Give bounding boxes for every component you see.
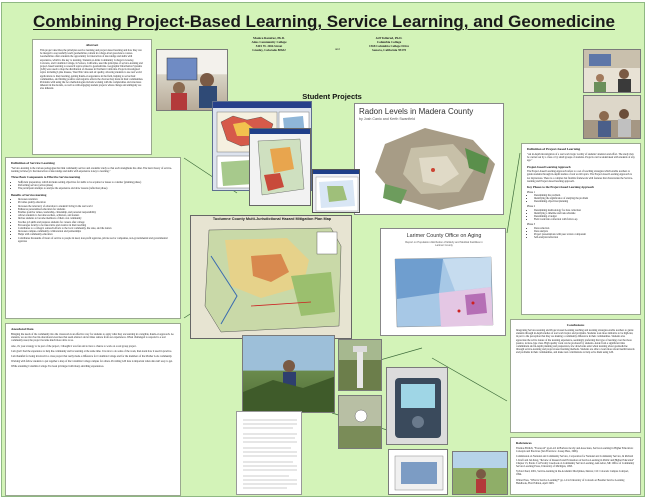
list-item: • Teaches job skills and prepares students for careers after college (18, 221, 175, 224)
section-heading: Student Projects (302, 92, 362, 101)
anecdotal-paragraph: Also, it's your strategy to be part of the project, I thought it was fun and to have a chance to work on a real group project. (11, 344, 137, 348)
larimer-subtitle: Report on Population distribution of Elderly and Medical Facilities in Larimer County (405, 241, 483, 248)
phases-heading: Key Phases to the Project-based Learning Approach (527, 185, 594, 190)
reference-item: Sylvia Chard, 2001, Service-learning in the Academic Disciplines, Denver, CO: Colorado Campus Compact, 1994. (516, 470, 629, 477)
author-right-city: Sonora, California 95370 (371, 47, 407, 52)
larimer-title: Larimer County Office on Aging (406, 233, 482, 239)
list-item: • Determining a budget (534, 215, 635, 218)
gis-screenshot-2 (249, 128, 311, 206)
list-item: • Identifying a timeline and task schedule (534, 212, 635, 215)
anecdotal-heading: Anecdotal Data (11, 327, 34, 331)
author-left-name: Monica Ramirez, Ph.D. (253, 36, 285, 40)
benefits-heading: Benefits of Service-learning (11, 192, 47, 197)
author-left-org: Aims Community College (251, 39, 287, 44)
list-item: • Data reduction (534, 227, 635, 230)
list-item: • Allows students to become teachers, achievers, and leaders (18, 214, 175, 217)
photo-sensor (338, 339, 382, 391)
radon-figure (354, 103, 504, 215)
author-right-addr: 1568 Columbia College Drive (369, 43, 409, 48)
list-item: • Invites students to become members of their own community (18, 217, 175, 220)
document-page (236, 411, 302, 495)
reference-item: Thomas Ehrlich, "Foreword" pp.xi-xvi in Barbara Jacoby and Associates, Service-Learning in Higher Education: Concepts and Practices (San Francisco: Jossey-Bass, 1996). (516, 447, 634, 454)
anecdotal-paragraph: Bringing the needs of the community into the classroom is an effective way for students to apply what they are learning in a tangible, hands-on approach. As students, we are involved in educational exercises that seem abstract and at times remote from our experiences. When challenged to respond to a real community need, the project became much more alive to us. (11, 333, 174, 343)
gis-screenshot-3 (312, 169, 360, 213)
list-item: • Self-analysis/reflection (534, 236, 635, 239)
photo-device (388, 449, 448, 495)
connector-line (507, 153, 520, 233)
list-item: • Performing service (action phase) (18, 184, 175, 187)
reference-item: Commission on National and Community Service, Corporation for National and Community Service, In Richard J. Kraft and Jan Krug, "Review of Research and Evaluation on Service-Learning in Public and Higher Education" Chapter 13, Praxis I: A Faculty Casebook on Community Service Learning, Ann Arbor, MI: Office of Community Service Learning Press, University of Michigan, 1993. (516, 455, 635, 469)
photo-outdoor (452, 451, 508, 495)
anecdotal-paragraph: While attending Columbia College I've been privileged with many enriching experiences. (11, 365, 105, 369)
anecdotal-paragraph: I am glad I had the experience to help the community and be learning at the same time. It is nice to do some of the work, then learn how it used in practice. (11, 349, 172, 353)
phase-label: Phase 2 (527, 205, 535, 209)
abstract-text: This project describes the principles service learning and project-based learning and how they can be merged to successfully teach geomedicine content in college-level geoscience courses. Geomedicine offers students the opportunity for interaction of knowledge and skills with experience, which is the key to learning. Students at Aims Community College in Greeley, Colorado, and Columbia College, in Sonora, California, used the principles of service-learning and project-based learning to research topics related to geomedicine. Geographic Information Systems (GIS) were used to map the distribution of diseases in Northern California. Projects investigated topics including Lyme disease, West Nile virus and air quality, allowing students to use real world applications to their learning, getting hands-on experience in the field, helping to serve their communities, and finding positive and negative effects the choices they made in their communities. Problems with using the two methodologies include working with the complexities and structures inherent in the models, as well as with engaging student projects where change and ambiguity are also inherent. (40, 49, 144, 91)
list-item: • Increases retention (18, 198, 175, 201)
list-item: • Identifying the significance of studying the problem (534, 197, 635, 200)
list-item: • Sufficient preparation, which includes setting objectives for skills to be acquired or issues to consider (planning phase) (18, 181, 175, 184)
author-connector: and (335, 47, 340, 51)
list-item: • Encourages faculty to be innovative and creative in their teaching (18, 224, 175, 227)
author-right-org: Columbia College (376, 39, 402, 44)
radon-title: Radon Levels in Madera County (359, 107, 474, 116)
photo-classroom-2 (583, 95, 641, 139)
project-based-heading: Definition of Project-based Learning (527, 147, 581, 151)
phase-label: Phase 3 (527, 223, 535, 227)
abstract-heading: Abstract (85, 43, 99, 47)
phase-label: Phase 1 (527, 190, 535, 194)
tuolumne-figure (190, 215, 352, 339)
list-item: • Increases the relevancy of education to students' living in the real world (18, 205, 175, 208)
list-item: • Enhances personalized education for students (18, 208, 175, 211)
anecdotal-paragraph: Working with fellow students to put together a map of the Columbia College campus for others. Providing GIS data is important when data isn't easy to get. (11, 360, 173, 364)
poster (1, 2, 645, 497)
reference-item: Walter Enos, "What is Service Learning?" pp.1-2 in University of Colorado at Boulder Service Learning Handbook, First Edition, April 1993. (516, 478, 625, 485)
author-right-name: Jeff Tollerud, Ph.D. (375, 36, 403, 40)
tuolumne-title: Tuolumne County Multi-Jurisdictional Hazard Mitigation Plan Map (212, 217, 332, 221)
author-left-city: Greeley, Colorado 80632 (252, 47, 286, 52)
list-item: • Provides quality education (18, 201, 175, 204)
approach-heading: Project-based Learning Approach (527, 164, 571, 169)
anecdotal-paragraph: I am thankful for being involved in a class project that really made a difference for Columbia College and for the members of the Mother Lode community. (11, 355, 173, 359)
list-item: • Enables positive values, leadership, citizenship, and personal responsibility (18, 211, 175, 214)
list-item: • Project presentations with peer review component (534, 233, 635, 236)
list-item: • The participant attempts to analyze the experience and draw lessons (reflection phase) (18, 187, 175, 190)
project-based-text: "An in-depth investigation of a real world topic worthy of students' attention and effort. The study may be carried out by a class or by small groups of students. Projects can be undertaken with students of any age." (527, 153, 635, 163)
components-heading: Three Basic Components to Effective Service-learning (11, 175, 81, 180)
list-item: • Determining methodology for data collection (534, 209, 635, 212)
list-item: • Determining the problem (534, 194, 635, 197)
radon-authors: by Josh Canio and Kerth Swanfield (359, 117, 415, 121)
photo-field-site (338, 395, 382, 449)
definition-text: "Service-learning is the various pedagogies that link community service and academic study so that each strengthens the other. The basic theory of service-learning is Dewey's: the interaction of knowledge and skills with experience is key to learning." (11, 167, 172, 174)
photo-field-work (242, 335, 335, 413)
list-item: • Contributes thousands of hours of service to people in need, non-profit agencies, private sector companies, non-governmental and governmental agencies (18, 237, 175, 243)
definition-heading: Definition of Service Learning (11, 161, 55, 165)
list-item: • Helps with community education (18, 233, 175, 236)
author-left-addr: 5401 W. 20th Street (255, 43, 283, 48)
approach-text: The Project-based Learning Approach refers to a set of teaching strategies which enable teachers to guide students through in-depth studies of real world topics. The Project-based Learning Approach is not mysterious. There is a complex but flexible framework with features that characterize the Service-learning and Project-based learning approach. (527, 170, 633, 183)
photo-classroom-1 (583, 49, 641, 93)
list-item: • Contributes to a college's outreach efforts to the local community, the state, and the nation (18, 227, 175, 230)
list-item: • Field work/data collection with follow-up (534, 218, 635, 221)
poster-title: Combining Project-Based Learning, Service Learning, and Geomedicine (33, 12, 615, 31)
larimer-figure (380, 228, 506, 336)
list-item: • Data analysis (534, 230, 635, 233)
list-item: • Determining objectives/planning (534, 200, 635, 203)
conclusions-heading: Conclusions (566, 323, 585, 327)
photo-monitor (386, 367, 448, 445)
list-item: • Increases campus-community collaboration and partnerships (18, 230, 175, 233)
conclusions-text: Integrating Service-learning and Project-based Learning teaching and learning strategies enable teachers to guide students through in-depth studies of real world topics and problems. Students took more initiative to be high-tier, in part to the perception that they are making a community difference in their communities. Students also appreciate the active nature of the learning experience, seemingly preferring that type of learning over the more passive, lecture-type class. High quality work can be produced by students. Aside from a significant time commitment and in-depth planning and preparation, few drawbacks exist when learning about geomedicine through service-learning and project-based learning methods. Students are able to learn more about health hazards and problems in their communities, and make real contributions to help solve them using GIS. (516, 329, 635, 355)
references-heading: References (516, 441, 532, 445)
